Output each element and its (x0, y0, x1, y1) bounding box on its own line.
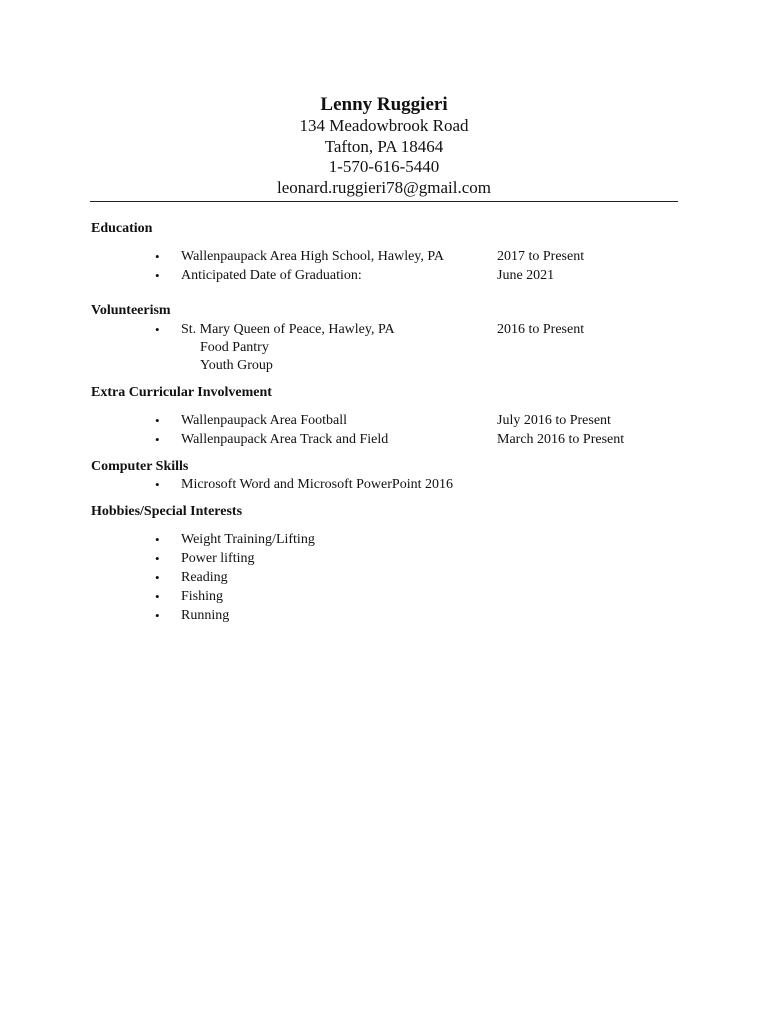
hobby-item-text: Power lifting (181, 551, 255, 566)
list-item (0, 321, 768, 339)
volunteer-item-date: 2016 to Present (497, 322, 585, 337)
bullet-icon: • (155, 432, 160, 447)
section-title-extracurricular: Extra Curricular Involvement (91, 385, 272, 400)
list-item (0, 588, 768, 606)
bullet-icon: • (155, 268, 160, 283)
list-item (0, 431, 768, 449)
bullet-icon: • (155, 551, 160, 566)
section-title-hobbies: Hobbies/Special Interests (91, 504, 243, 519)
sub-item (0, 357, 768, 375)
bullet-icon: • (155, 532, 160, 547)
bullet-icon: • (155, 249, 160, 264)
list-item (0, 550, 768, 568)
education-item-text: Anticipated Date of Graduation: (181, 268, 362, 283)
hobby-item-text: Weight Training/Lifting (181, 532, 315, 547)
bullet-icon: • (155, 589, 160, 604)
address-line-2: Tafton, PA 18464 (324, 136, 444, 156)
hobby-item-text: Running (181, 608, 230, 623)
volunteer-sub-item: Youth Group (200, 358, 273, 373)
activity-item-date: March 2016 to Present (497, 432, 625, 447)
list-item (0, 412, 768, 430)
section-title-volunteerism: Volunteerism (91, 303, 171, 318)
volunteer-item-text: St. Mary Queen of Peace, Hawley, PA (181, 322, 395, 337)
section-title-education: Education (91, 221, 153, 236)
activity-item-text: Wallenpaupack Area Football (181, 413, 348, 428)
email-address: leonard.ruggieri78@gmail.com (277, 177, 491, 197)
bullet-icon: • (155, 477, 160, 492)
list-item (0, 531, 768, 549)
list-item (0, 267, 768, 285)
education-item-text: Wallenpaupack Area High School, Hawley, PA (181, 249, 444, 264)
section-title-computer-skills: Computer Skills (91, 459, 189, 474)
hobby-item-text: Fishing (181, 589, 224, 604)
skill-item-text: Microsoft Word and Microsoft PowerPoint 2016 (181, 477, 453, 492)
list-item (0, 476, 768, 494)
activity-item-date: July 2016 to Present (497, 413, 611, 428)
hobby-item-text: Reading (181, 570, 228, 585)
volunteer-sub-item: Food Pantry (200, 340, 269, 355)
list-item (0, 607, 768, 625)
list-item (0, 569, 768, 587)
bullet-icon: • (155, 570, 160, 585)
address-line-1: 134 Meadowbrook Road (299, 116, 469, 135)
phone-number: 1-570-616-5440 (328, 157, 440, 176)
sub-item (0, 339, 768, 357)
bullet-icon: • (155, 413, 160, 428)
header-divider (90, 201, 678, 202)
education-item-date: 2017 to Present (497, 249, 585, 264)
bullet-icon: • (155, 322, 160, 337)
list-item (0, 248, 768, 266)
bullet-icon: • (155, 608, 160, 623)
resume-header (90, 94, 678, 198)
education-item-date: June 2021 (497, 268, 555, 283)
applicant-name: Lenny Ruggieri (320, 94, 448, 115)
activity-item-text: Wallenpaupack Area Track and Field (181, 432, 389, 447)
